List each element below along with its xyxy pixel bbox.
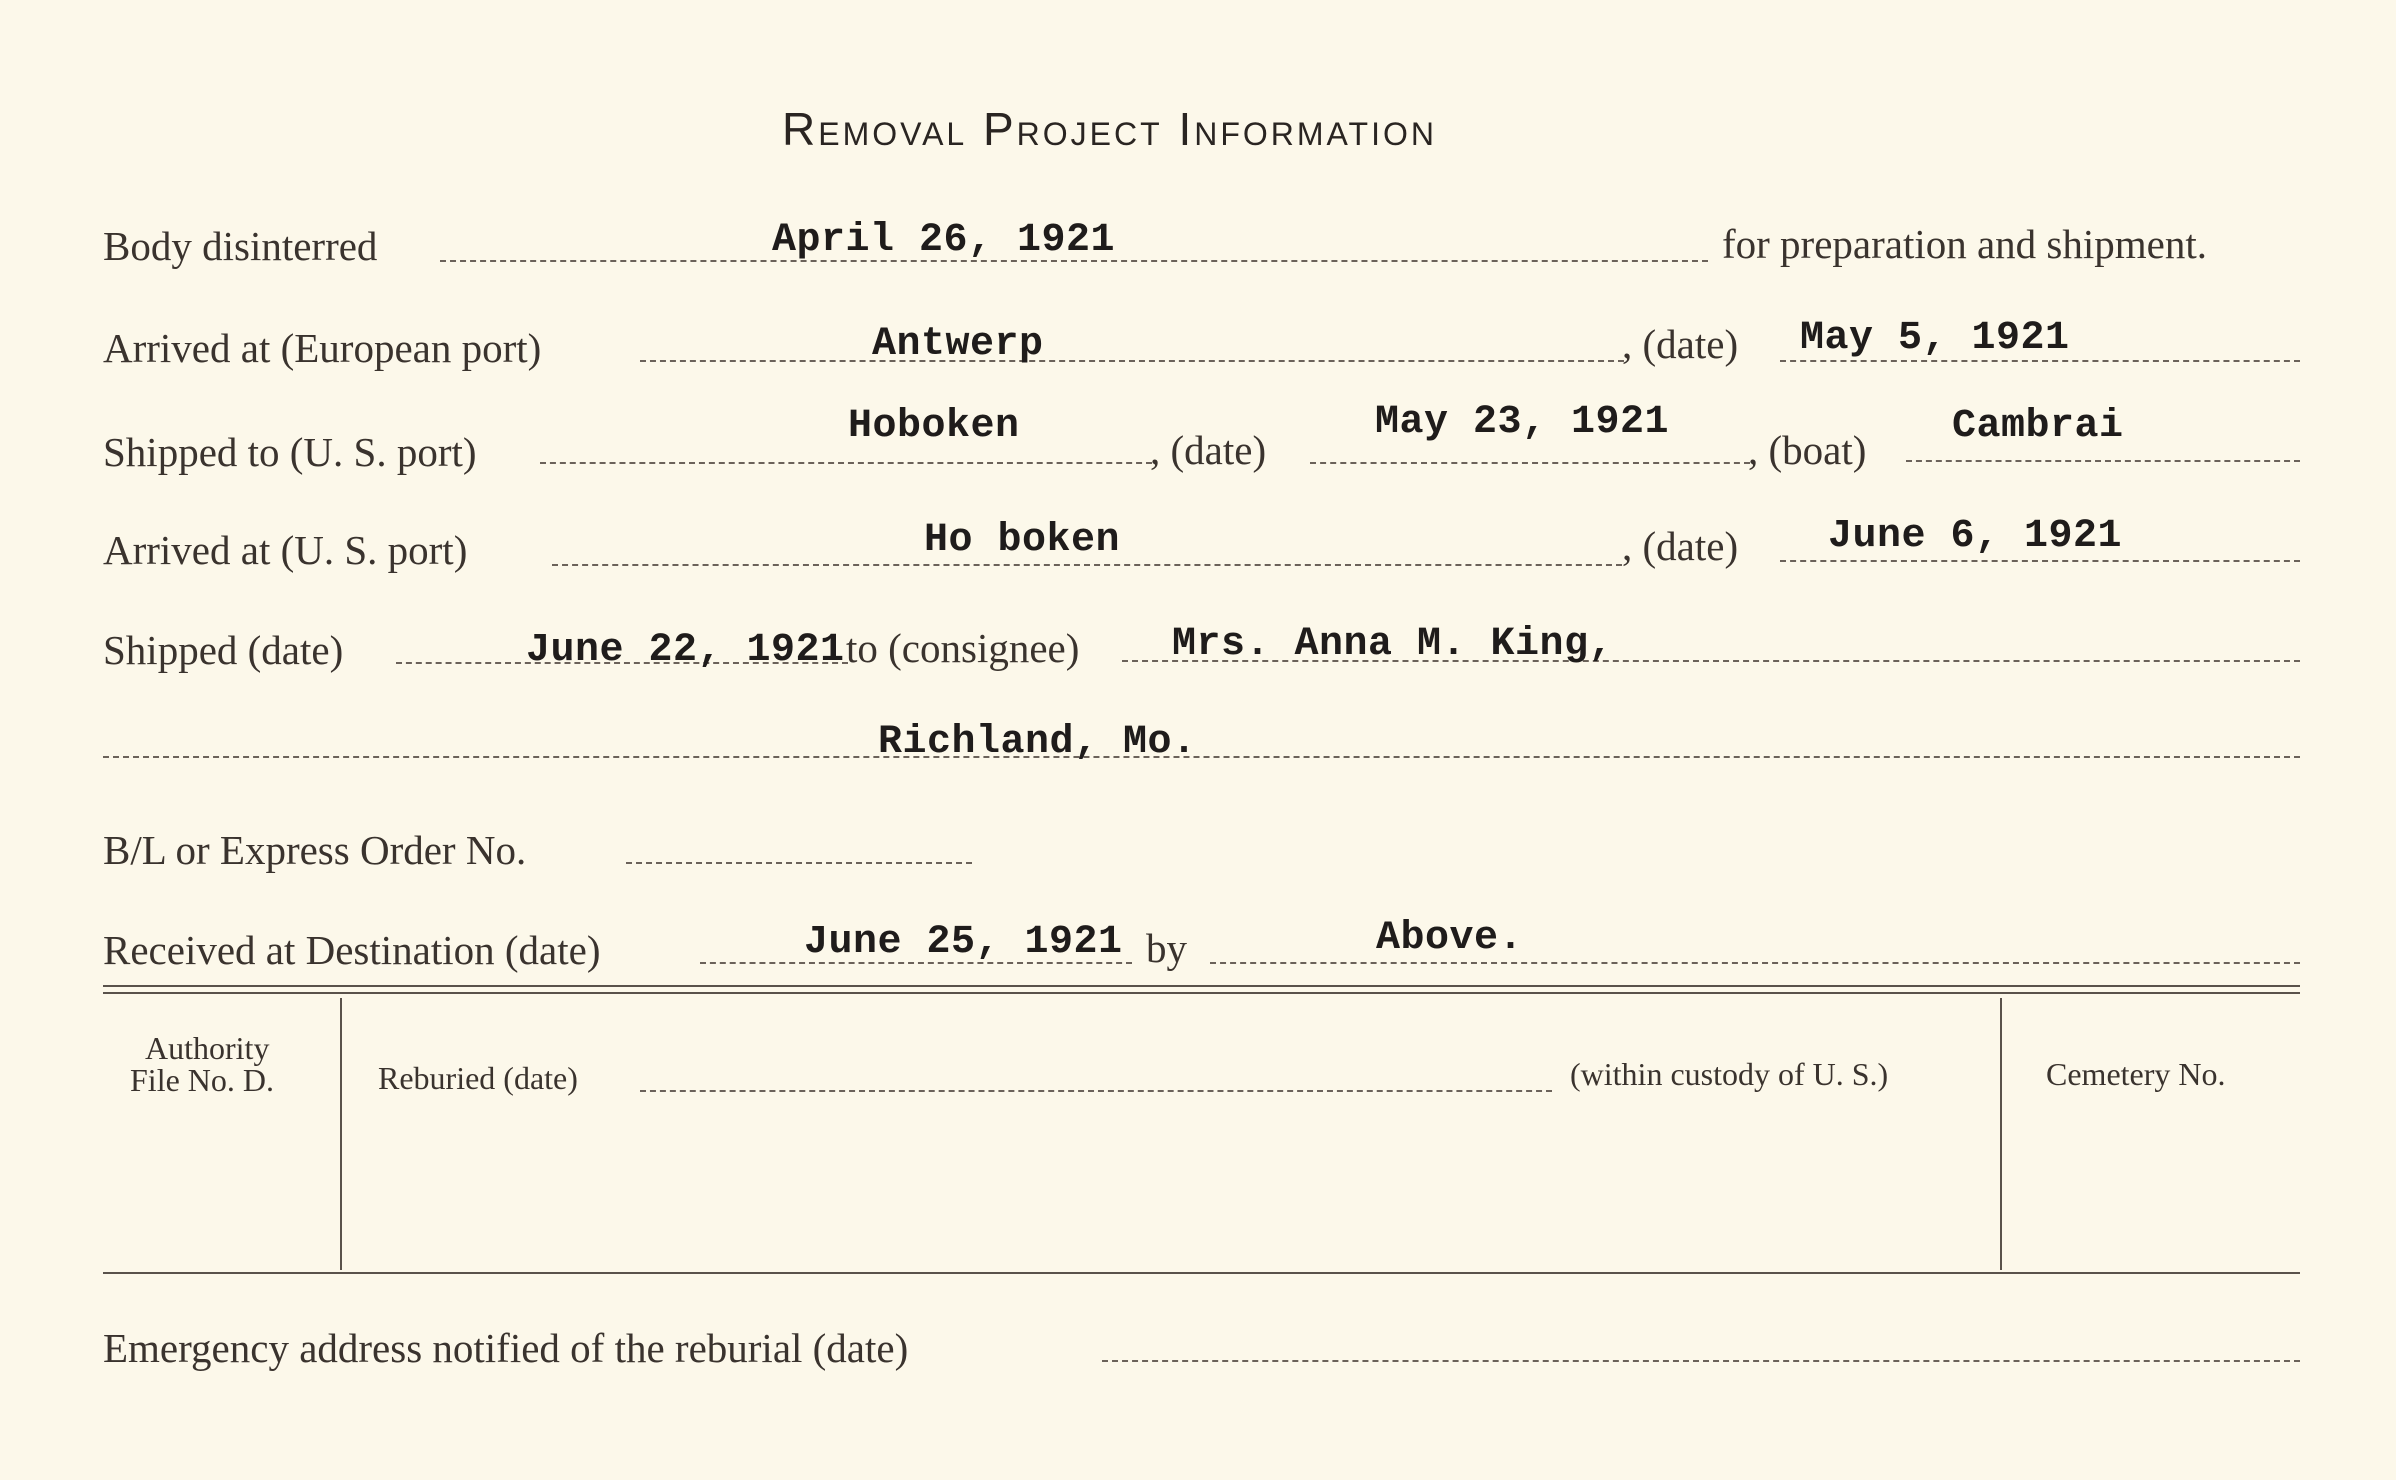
box-divider-right: [2000, 998, 2002, 1270]
shipped-us-date-line: [1310, 462, 1750, 464]
bl-line: [626, 862, 972, 864]
arrived-europe-line: [640, 360, 1624, 362]
shipped-date: June 22, 1921: [526, 628, 845, 673]
consignee-name: Mrs. Anna M. King,: [1172, 622, 1614, 667]
consignee-address-line: [103, 756, 2300, 758]
arrived-us-date-line: [1780, 560, 2300, 562]
custody-label: (within custody of U. S.): [1570, 1056, 1889, 1092]
arrived-europe-date: May 5, 1921: [1800, 316, 2070, 361]
consignee-address: Richland, Mo.: [878, 720, 1197, 765]
shipped-us-port: Hoboken: [848, 404, 1020, 449]
arrived-us-port: Ho boken: [924, 518, 1121, 563]
shipped-date-label: Shipped (date): [103, 627, 344, 673]
shipped-us-boat-label: , (boat): [1748, 427, 1867, 473]
authority-label: Authority: [145, 1030, 270, 1066]
shipped-us-line: [540, 462, 1152, 464]
page-title: Removal Project Information: [782, 103, 1437, 155]
disinterred-value: April 26, 1921: [772, 218, 1116, 263]
shipped-us-boat: Cambrai: [1952, 404, 2124, 449]
arrived-us-line: [552, 564, 1622, 566]
emergency-line: [1102, 1360, 2300, 1362]
shipped-us-date: May 23, 1921: [1375, 400, 1670, 445]
arrived-europe-port: Antwerp: [872, 322, 1044, 367]
shipped-us-label: Shipped to (U. S. port): [103, 429, 477, 475]
disinterred-suffix: for preparation and shipment.: [1722, 221, 2208, 267]
received-label: Received at Destination (date): [103, 927, 601, 973]
shipped-us-boat-line: [1906, 460, 2300, 462]
arrived-us-date-label: , (date): [1622, 523, 1739, 569]
consignee-label: to (consignee): [846, 625, 1080, 671]
reburied-line: [640, 1090, 1552, 1092]
disinterred-label: Body disinterred: [103, 223, 378, 269]
received-by-label: by: [1146, 925, 1187, 971]
arrived-europe-date-label: , (date): [1622, 321, 1739, 367]
bl-label: B/L or Express Order No.: [103, 827, 527, 873]
reburied-label: Reburied (date): [378, 1060, 578, 1096]
box-divider-left: [340, 998, 342, 1270]
cemetery-label: Cemetery No.: [2046, 1056, 2226, 1092]
authority-file-label: File No. D.: [130, 1062, 274, 1098]
box-top-rule: [103, 985, 2300, 987]
arrived-us-date: June 6, 1921: [1828, 514, 2123, 559]
received-by-line: [1210, 962, 2300, 964]
box-bottom-rule: [103, 1272, 2300, 1274]
box-top-rule-inner: [103, 992, 2300, 994]
received-date: June 25, 1921: [804, 920, 1123, 965]
shipped-us-date-label: , (date): [1150, 427, 1267, 473]
emergency-label: Emergency address notified of the reburial (date): [103, 1325, 909, 1371]
arrived-europe-label: Arrived at (European port): [103, 325, 542, 371]
received-by: Above.: [1376, 916, 1524, 961]
arrived-us-label: Arrived at (U. S. port): [103, 527, 468, 573]
